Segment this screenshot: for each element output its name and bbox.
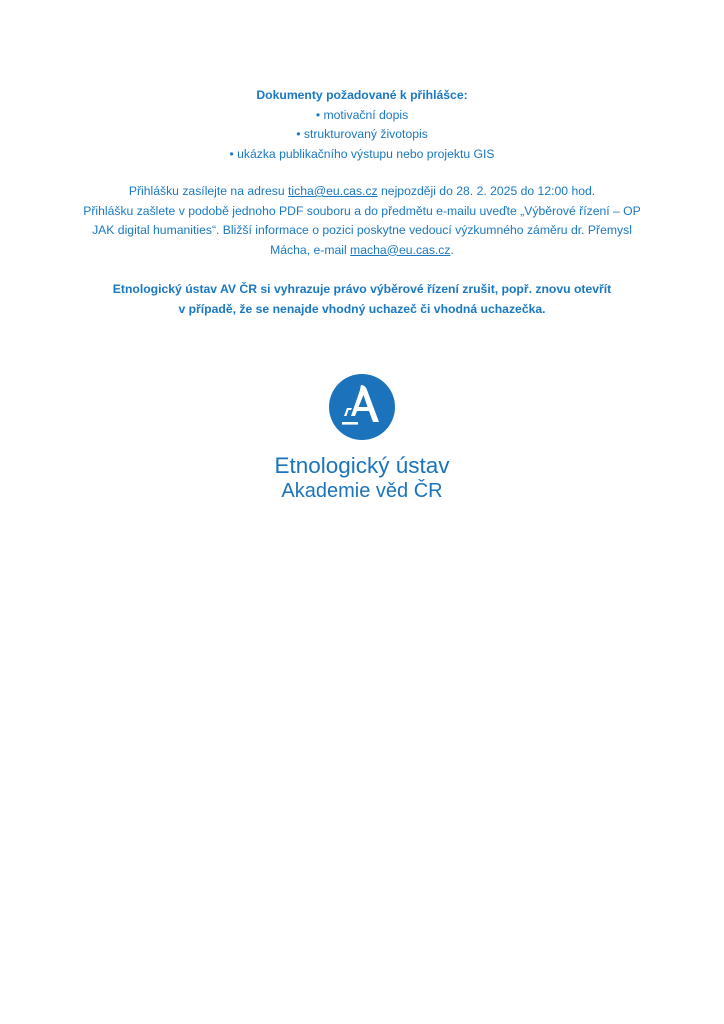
reservation-notice: [80, 280, 644, 319]
emblem-base-line: [342, 422, 358, 425]
notice-line-2: v případě, že se nenajde vhodný uchazeč či vhodná uchazečka.: [178, 301, 546, 316]
required-documents-list: [80, 106, 644, 165]
required-documents-heading: Dokumenty požadované k přihlášce:: [256, 88, 468, 102]
application-text-end: .: [450, 242, 454, 257]
institute-emblem-icon: [327, 372, 397, 442]
email-link-macha[interactable]: macha@eu.cas.cz: [350, 242, 451, 257]
list-item: • motivační dopis: [80, 106, 644, 126]
notice-line-1: Etnologický ústav AV ČR si vyhrazuje právo výběrové řízení zrušit, popř. znovu otevřít: [112, 282, 612, 296]
application-format-text: Přihlášku zašlete v podobě jednoho PDF souboru a do předmětu e-mailu uveďte „Výběrové řízení – OP JAK digital humanities“. Bližší informace o pozici poskytne vedoucí výzkumného záměru dr. Přemysl Mácha, e-mail: [83, 203, 641, 257]
institute-logo: [236, 372, 488, 503]
application-text-prefix: Přihlášku zasílejte na adresu: [128, 184, 289, 198]
application-deadline-text: nejpozději do 28. 2. 2025 do 12:00 hod.: [377, 184, 596, 198]
logo-institute-name: Etnologický ústav: [274, 453, 450, 478]
email-link-ticha[interactable]: ticha@eu.cas.cz: [288, 184, 378, 198]
list-item: • strukturovaný životopis: [80, 125, 644, 145]
required-documents-section: [80, 86, 644, 164]
logo-academy-name: Akademie věd ČR: [281, 480, 443, 502]
list-item: • ukázka publikačního výstupu nebo projektu GIS: [80, 145, 644, 165]
application-instructions: [80, 182, 644, 260]
